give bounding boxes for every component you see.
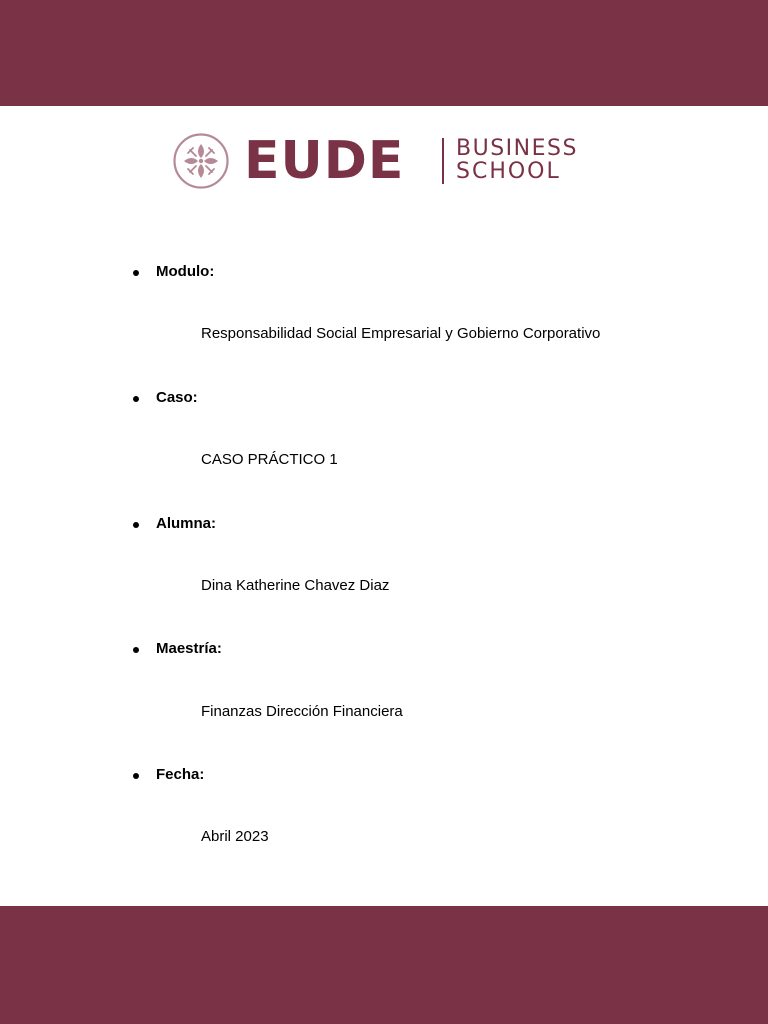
logo-subtitle-business: BUSINESS <box>456 136 578 161</box>
bottom-color-band <box>0 906 768 1024</box>
section-label: Modulo: <box>156 263 215 280</box>
section-label: Alumna: <box>156 515 216 532</box>
eude-business-school-logo <box>168 128 588 192</box>
section-value: CASO PRÁCTICO 1 <box>201 451 338 468</box>
logo-separator <box>442 138 444 184</box>
section-label: Fecha: <box>156 766 205 783</box>
top-color-band <box>0 0 768 106</box>
bullet-icon <box>133 396 139 402</box>
section-value: Finanzas Dirección Financiera <box>201 703 403 720</box>
bullet-icon <box>133 773 139 779</box>
section-value: Dina Katherine Chavez Diaz <box>201 577 390 594</box>
ornamental-emblem-icon <box>172 132 230 190</box>
section-value: Abril 2023 <box>201 828 269 845</box>
bullet-icon <box>133 647 139 653</box>
bullet-icon <box>133 270 139 276</box>
logo-subtitle-school: SCHOOL <box>456 159 561 184</box>
section-label: Caso: <box>156 389 198 406</box>
bullet-icon <box>133 522 139 528</box>
section-value: Responsabilidad Social Empresarial y Gobierno Corporativo <box>201 325 601 342</box>
section-label: Maestría: <box>156 640 222 657</box>
logo-wordmark: EUDE <box>244 131 405 191</box>
